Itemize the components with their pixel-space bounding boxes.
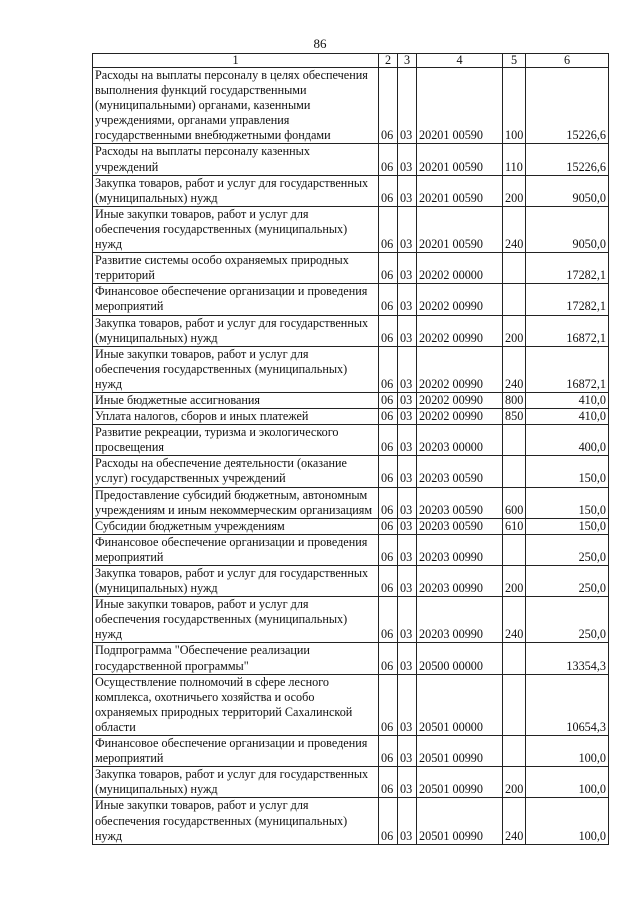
subsection-code-cell: 03: [398, 456, 417, 487]
section-code-cell: 06: [379, 736, 398, 767]
table-row: [93, 206, 609, 252]
table-body: [93, 68, 609, 845]
amount-cell: 9050,0: [526, 175, 609, 206]
amount-cell: 150,0: [526, 487, 609, 518]
table-row: [93, 68, 609, 144]
table-row: [93, 643, 609, 674]
target-article-cell: 20202 00990: [417, 392, 503, 408]
expense-type-cell: [503, 736, 526, 767]
expense-type-cell: 110: [503, 144, 526, 175]
amount-cell: 15226,6: [526, 144, 609, 175]
column-header: 2: [379, 54, 398, 68]
expense-name-cell: Расходы на обеспечение деятельности (оказание услуг) государственных учреждений: [93, 456, 379, 487]
target-article-cell: 20203 00590: [417, 456, 503, 487]
expense-name-cell: Осуществление полномочий в сфере лесного комплекса, охотничьего хозяйства и особо охраняемых природных территорий Сахалинской области: [93, 674, 379, 735]
table-row: [93, 175, 609, 206]
table-row: [93, 144, 609, 175]
expense-name-cell: Иные закупки товаров, работ и услуг для обеспечения государственных (муниципальных) нужд: [93, 346, 379, 392]
expense-name-cell: Субсидии бюджетным учреждениям: [93, 518, 379, 534]
section-code-cell: 06: [379, 409, 398, 425]
target-article-cell: 20501 00990: [417, 798, 503, 844]
subsection-code-cell: 03: [398, 409, 417, 425]
target-article-cell: 20201 00590: [417, 144, 503, 175]
section-code-cell: 06: [379, 346, 398, 392]
expense-name-cell: Закупка товаров, работ и услуг для государственных (муниципальных) нужд: [93, 175, 379, 206]
table-row: [93, 518, 609, 534]
section-code-cell: 06: [379, 144, 398, 175]
expense-type-cell: 610: [503, 518, 526, 534]
section-code-cell: 06: [379, 425, 398, 456]
expense-type-cell: [503, 425, 526, 456]
expense-name-cell: Закупка товаров, работ и услуг для государственных (муниципальных) нужд: [93, 767, 379, 798]
expense-name-cell: Расходы на выплаты персоналу в целях обеспечения выполнения функций государственными (муниципальными) органами, казенными учреждениями, органами управления государственными внебюджетными фондами: [93, 68, 379, 144]
section-code-cell: 06: [379, 518, 398, 534]
subsection-code-cell: 03: [398, 315, 417, 346]
subsection-code-cell: 03: [398, 175, 417, 206]
subsection-code-cell: 03: [398, 643, 417, 674]
column-header: 1: [93, 54, 379, 68]
target-article-cell: 20201 00590: [417, 175, 503, 206]
table-row: [93, 346, 609, 392]
table-row: [93, 425, 609, 456]
column-header: 3: [398, 54, 417, 68]
amount-cell: 250,0: [526, 534, 609, 565]
target-article-cell: 20203 00990: [417, 534, 503, 565]
amount-cell: 250,0: [526, 597, 609, 643]
expense-type-cell: 240: [503, 206, 526, 252]
target-article-cell: 20500 00000: [417, 643, 503, 674]
target-article-cell: 20202 00990: [417, 409, 503, 425]
column-header: 4: [417, 54, 503, 68]
expense-type-cell: 240: [503, 597, 526, 643]
subsection-code-cell: 03: [398, 144, 417, 175]
section-code-cell: 06: [379, 798, 398, 844]
subsection-code-cell: 03: [398, 346, 417, 392]
expense-name-cell: Финансовое обеспечение организации и проведения мероприятий: [93, 284, 379, 315]
section-code-cell: 06: [379, 392, 398, 408]
section-code-cell: 06: [379, 253, 398, 284]
table-row: [93, 409, 609, 425]
expense-type-cell: [503, 674, 526, 735]
target-article-cell: 20203 00000: [417, 425, 503, 456]
section-code-cell: 06: [379, 175, 398, 206]
expense-name-cell: Развитие системы особо охраняемых природных территорий: [93, 253, 379, 284]
target-article-cell: 20202 00000: [417, 253, 503, 284]
table-row: [93, 284, 609, 315]
expense-type-cell: [503, 456, 526, 487]
page-number: 86: [313, 36, 327, 51]
table-row: [93, 736, 609, 767]
target-article-cell: 20202 00990: [417, 315, 503, 346]
section-code-cell: 06: [379, 597, 398, 643]
section-code-cell: 06: [379, 68, 398, 144]
expense-type-cell: 800: [503, 392, 526, 408]
expense-name-cell: Иные бюджетные ассигнования: [93, 392, 379, 408]
section-code-cell: 06: [379, 284, 398, 315]
section-code-cell: 06: [379, 767, 398, 798]
amount-cell: 9050,0: [526, 206, 609, 252]
subsection-code-cell: 03: [398, 284, 417, 315]
amount-cell: 17282,1: [526, 284, 609, 315]
subsection-code-cell: 03: [398, 674, 417, 735]
expense-type-cell: 100: [503, 68, 526, 144]
subsection-code-cell: 03: [398, 68, 417, 144]
subsection-code-cell: 03: [398, 798, 417, 844]
amount-cell: 13354,3: [526, 643, 609, 674]
expense-type-cell: 240: [503, 346, 526, 392]
target-article-cell: 20202 00990: [417, 284, 503, 315]
section-code-cell: 06: [379, 534, 398, 565]
table-row: [93, 392, 609, 408]
target-article-cell: 20203 00990: [417, 566, 503, 597]
expense-type-cell: 200: [503, 767, 526, 798]
subsection-code-cell: 03: [398, 566, 417, 597]
section-code-cell: 06: [379, 643, 398, 674]
subsection-code-cell: 03: [398, 534, 417, 565]
budget-table: [92, 53, 609, 845]
table-row: [93, 315, 609, 346]
table-row: [93, 767, 609, 798]
target-article-cell: 20201 00590: [417, 68, 503, 144]
table-row: [93, 534, 609, 565]
expense-type-cell: 200: [503, 566, 526, 597]
expense-type-cell: 200: [503, 315, 526, 346]
expense-name-cell: Расходы на выплаты персоналу казенных учреждений: [93, 144, 379, 175]
amount-cell: 17282,1: [526, 253, 609, 284]
table-row: [93, 253, 609, 284]
expense-type-cell: 600: [503, 487, 526, 518]
amount-cell: 100,0: [526, 798, 609, 844]
expense-name-cell: Финансовое обеспечение организации и проведения мероприятий: [93, 736, 379, 767]
subsection-code-cell: 03: [398, 253, 417, 284]
target-article-cell: 20203 00590: [417, 487, 503, 518]
table-row: [93, 487, 609, 518]
expense-name-cell: Финансовое обеспечение организации и проведения мероприятий: [93, 534, 379, 565]
expense-name-cell: Иные закупки товаров, работ и услуг для обеспечения государственных (муниципальных) нужд: [93, 597, 379, 643]
section-code-cell: 06: [379, 206, 398, 252]
section-code-cell: 06: [379, 566, 398, 597]
column-header: 6: [526, 54, 609, 68]
amount-cell: 410,0: [526, 409, 609, 425]
target-article-cell: 20501 00990: [417, 767, 503, 798]
header-row: [93, 54, 609, 68]
table-row: [93, 456, 609, 487]
table-row: [93, 566, 609, 597]
expense-name-cell: Закупка товаров, работ и услуг для государственных (муниципальных) нужд: [93, 566, 379, 597]
subsection-code-cell: 03: [398, 206, 417, 252]
amount-cell: 400,0: [526, 425, 609, 456]
table-row: [93, 674, 609, 735]
section-code-cell: 06: [379, 456, 398, 487]
expense-name-cell: Предоставление субсидий бюджетным, автономным учреждениям и иным некоммерческим организациям: [93, 487, 379, 518]
amount-cell: 10654,3: [526, 674, 609, 735]
amount-cell: 100,0: [526, 767, 609, 798]
target-article-cell: 20501 00990: [417, 736, 503, 767]
target-article-cell: 20501 00000: [417, 674, 503, 735]
table-row: [93, 597, 609, 643]
expense-type-cell: 200: [503, 175, 526, 206]
expense-type-cell: [503, 534, 526, 565]
subsection-code-cell: 03: [398, 392, 417, 408]
table-row: [93, 798, 609, 844]
amount-cell: 150,0: [526, 456, 609, 487]
section-code-cell: 06: [379, 315, 398, 346]
amount-cell: 16872,1: [526, 315, 609, 346]
amount-cell: 15226,6: [526, 68, 609, 144]
expense-name-cell: Подпрограмма "Обеспечение реализации государственной программы": [93, 643, 379, 674]
expense-type-cell: 240: [503, 798, 526, 844]
column-header: 5: [503, 54, 526, 68]
subsection-code-cell: 03: [398, 597, 417, 643]
subsection-code-cell: 03: [398, 425, 417, 456]
subsection-code-cell: 03: [398, 736, 417, 767]
expense-type-cell: [503, 253, 526, 284]
amount-cell: 150,0: [526, 518, 609, 534]
section-code-cell: 06: [379, 674, 398, 735]
expense-name-cell: Развитие рекреации, туризма и экологического просвещения: [93, 425, 379, 456]
expense-name-cell: Иные закупки товаров, работ и услуг для обеспечения государственных (муниципальных) нужд: [93, 798, 379, 844]
amount-cell: 410,0: [526, 392, 609, 408]
subsection-code-cell: 03: [398, 767, 417, 798]
subsection-code-cell: 03: [398, 487, 417, 518]
target-article-cell: 20201 00590: [417, 206, 503, 252]
amount-cell: 250,0: [526, 566, 609, 597]
subsection-code-cell: 03: [398, 518, 417, 534]
expense-name-cell: Уплата налогов, сборов и иных платежей: [93, 409, 379, 425]
target-article-cell: 20203 00990: [417, 597, 503, 643]
expense-name-cell: Иные закупки товаров, работ и услуг для обеспечения государственных (муниципальных) нужд: [93, 206, 379, 252]
expense-type-cell: [503, 643, 526, 674]
amount-cell: 100,0: [526, 736, 609, 767]
expense-type-cell: [503, 284, 526, 315]
target-article-cell: 20203 00590: [417, 518, 503, 534]
section-code-cell: 06: [379, 487, 398, 518]
expense-type-cell: 850: [503, 409, 526, 425]
amount-cell: 16872,1: [526, 346, 609, 392]
target-article-cell: 20202 00990: [417, 346, 503, 392]
expense-name-cell: Закупка товаров, работ и услуг для государственных (муниципальных) нужд: [93, 315, 379, 346]
